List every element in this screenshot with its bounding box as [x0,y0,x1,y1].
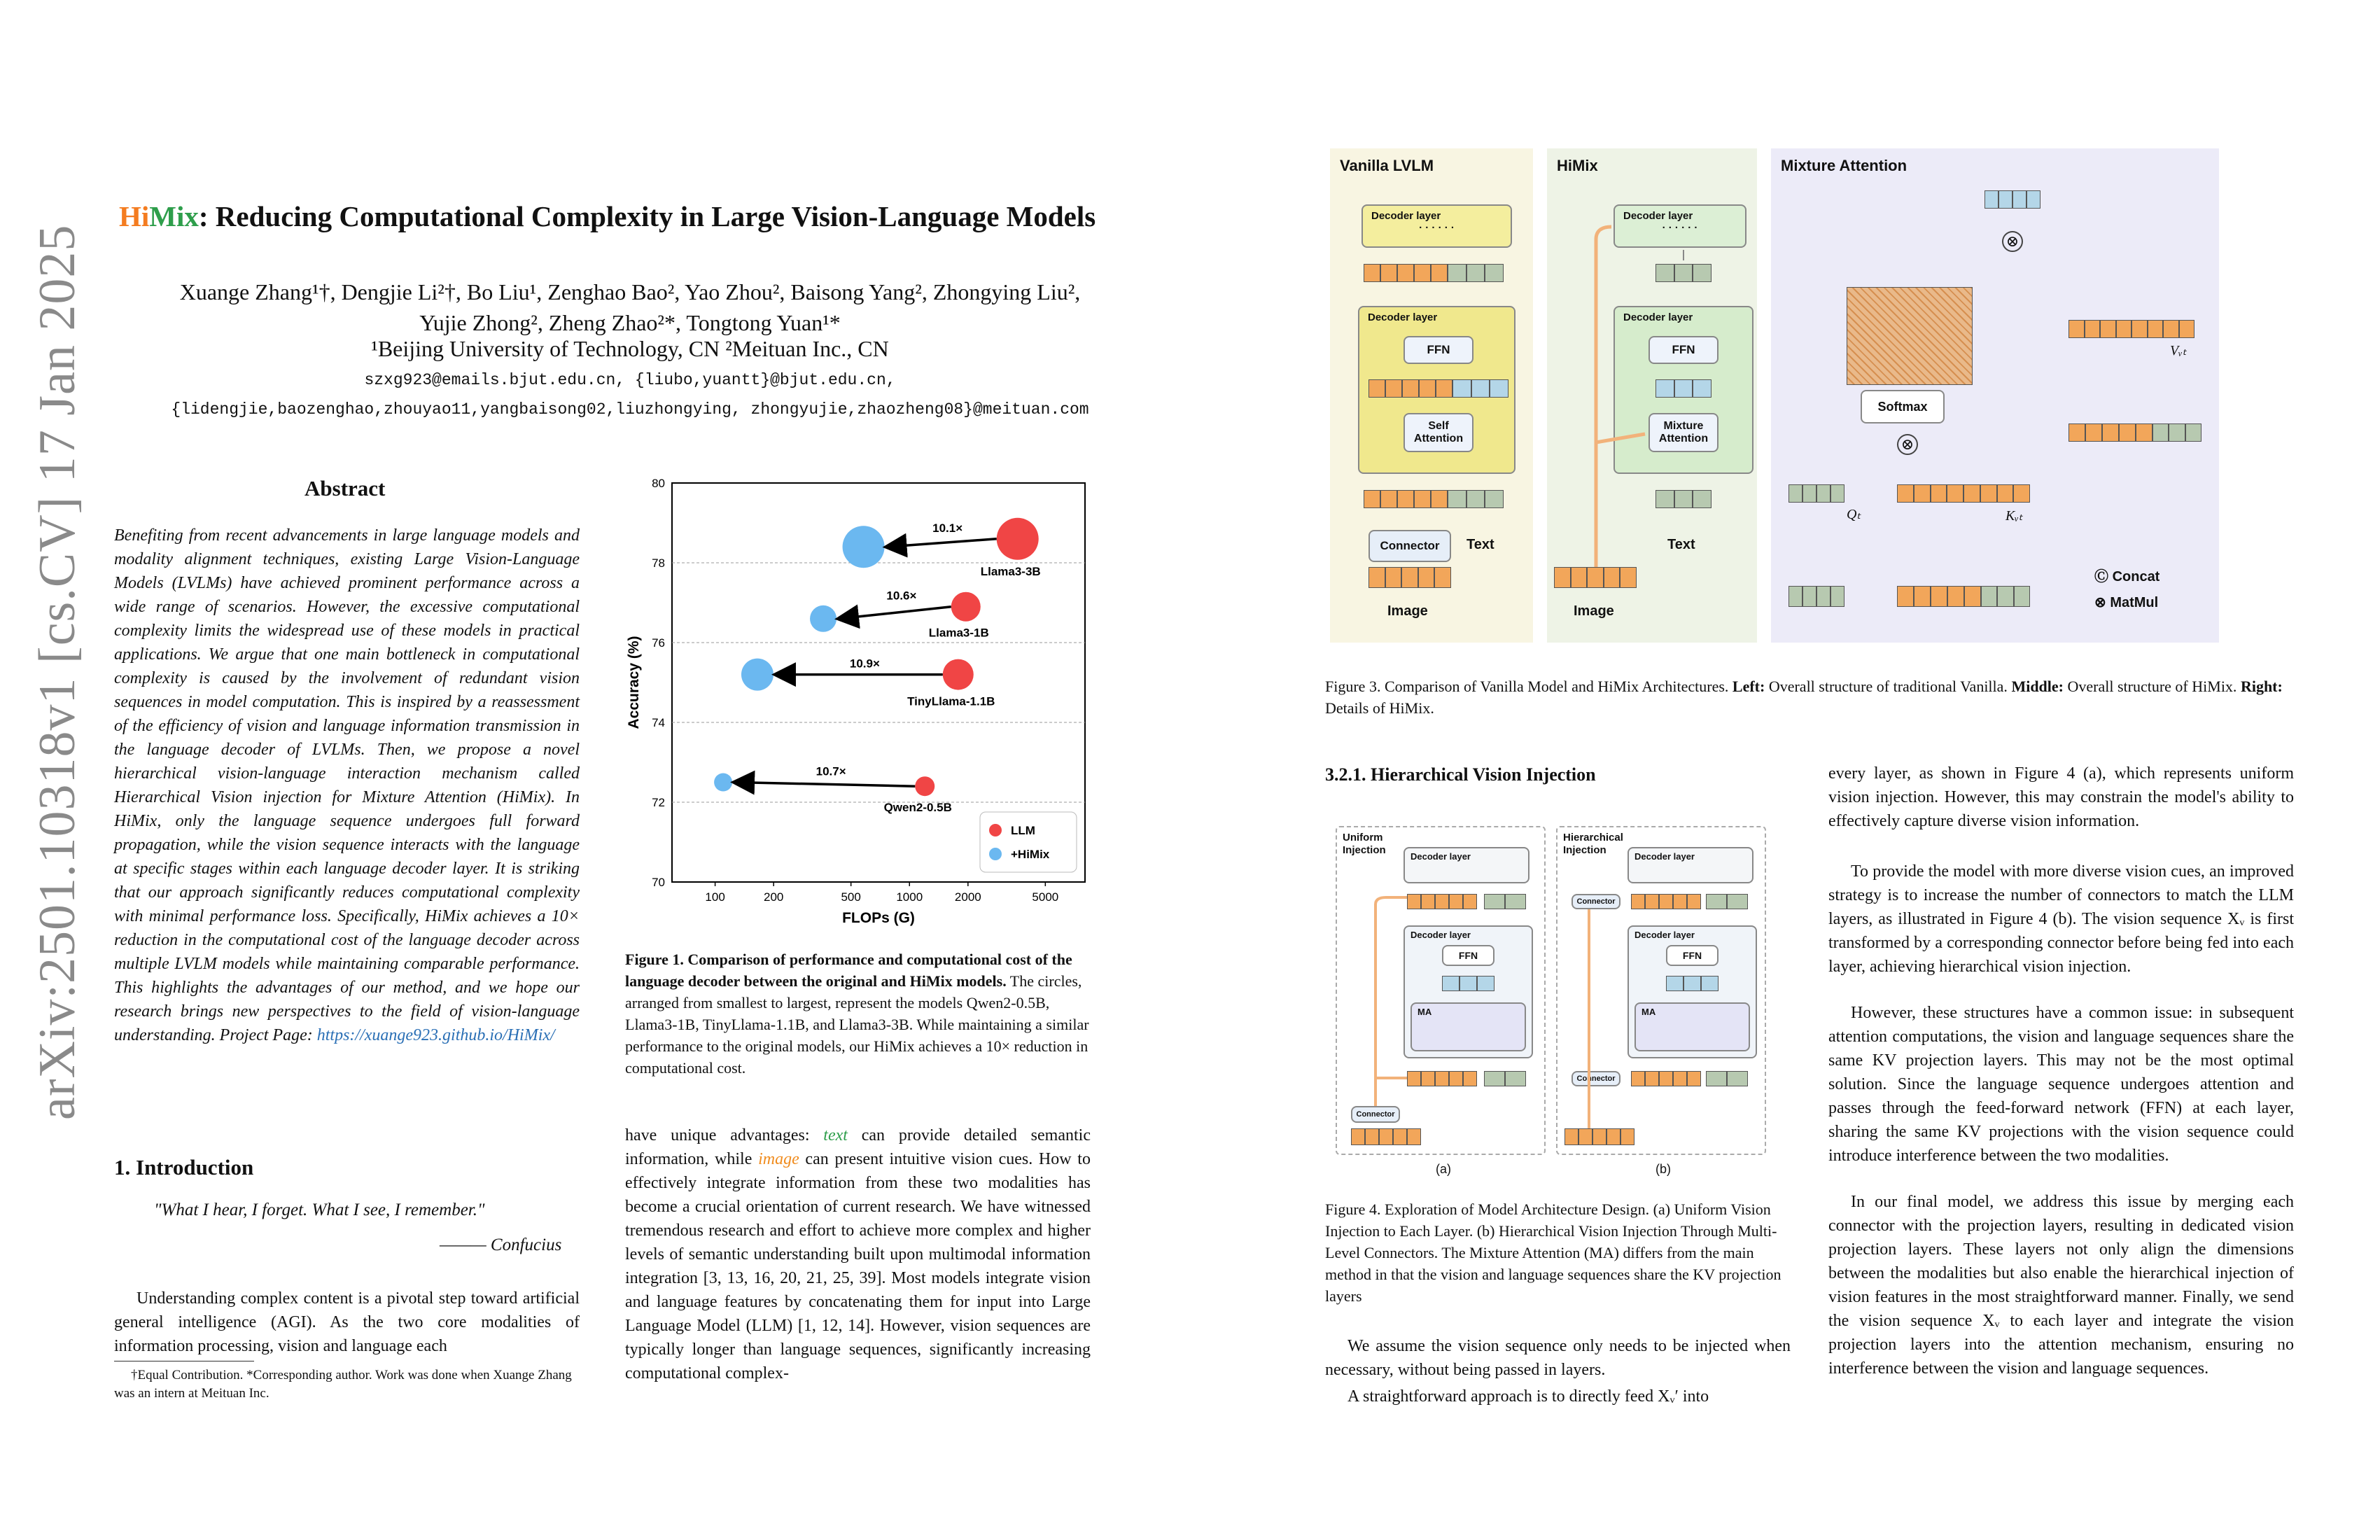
figure4-caption: Figure 4. Exploration of Model Architecture Design. (a) Uniform Vision Injection to Each Layer. (b) Hierarchical Vision Injection Through Multi-Level Connectors. The Mixture Attention (MA) differs from the main method in that the vision and language sequences share the KV projection layers [1325,1200,1782,1305]
abstract-body [114,524,580,1047]
paper-title [119,200,1099,233]
vanilla-text-label: Text [1466,537,1494,552]
himix-point [810,606,836,632]
ma-legend-concat-label: Concat [2112,569,2160,584]
figure1-caption-bold: Figure 1. Comparison of performance and computational cost of the language decoder between the original and HiMix models. [625,951,1072,990]
vanilla-strip-mid-vis [1368,379,1452,398]
y-tick-label: 70 [652,876,665,889]
fig3-cap-c: Overall structure of traditional Vanilla. [1765,678,2012,695]
himix-point [714,774,732,792]
left3-paragraph1: We assume the vision sequence only needs to be injected when necessary, without being passed in layers. [1325,1337,1791,1379]
vanilla-ffn: FFN [1404,336,1474,364]
vanilla-dots: · · · · · · [1419,222,1455,234]
llm-point [997,518,1039,560]
vanilla-decoder-layer-top [1362,204,1512,248]
figure3-caption [1325,676,2298,719]
fig4-panel-b [1556,826,1766,1155]
vanilla-image-label: Image [1387,603,1428,619]
affiliations: ¹Beijing University of Technology, CN ²Meituan Inc., CN [371,336,889,361]
fig4b-ffn: FFN [1666,945,1718,966]
fig4-uniform-label: Uniform Injection [1343,832,1386,856]
fig3-cap-f: Right: [2240,678,2283,695]
fig3-cap-g: Details of HiMix. [1325,699,1434,717]
reduction-ratio: 10.9× [849,657,880,671]
title-rest: : Reducing Computational Complexity in Large Vision-Language Models [198,200,1096,232]
himix-text-label: Text [1667,537,1695,552]
vanilla-strip-in-txt [1448,490,1504,508]
fig4b-ma: MA [1634,1002,1750,1051]
himix-title: HiMix [1557,157,1598,174]
right-paragraph4: In our final model, we address this issue by merging each connector with the projection layers, resulting in dedicated vision projection layers. These layers not only align the dimensions between the modalities but also enable the hierarchical injection of vision features in the most straightforward manner. Finally, we send the vision sequence Xᵥ to each layer and integrate the vision projection layers into the attention mechanism, ensuring no interference between the vision and language sequences. [1828,1193,2294,1378]
authors [112,276,1148,338]
legend-llm-label: LLM [1011,824,1035,837]
fig4a-decoder: Decoder layer [1404,925,1533,1058]
model-label: Qwen2-0.5B [883,801,952,815]
mid-text-b: can provide detailed semantic information, while [625,1126,1091,1168]
llm-point [915,776,934,796]
mixture-attention-panel [1771,148,2219,643]
fig4b-connector-top: Connector [1572,894,1620,909]
legend-himix-marker [989,848,1002,860]
right-paragraph3: However, these structures have a common issue: in subsequent attention computations, the vision and language sequences share the same KV projection layers. This may not be the most optimal solution. Since the language sequence undergoes attention and passes through the feed-forward network (FFN) at each layer, sharing the same KV projections with the vision sequence could introduce interference between the two modalities. [1828,1004,2294,1165]
legend-himix-label: +HiMix [1011,848,1050,861]
reduction-arrow [888,539,997,547]
intro-heading: 1. Introduction [114,1155,254,1180]
vanilla-strip-out-vis [1364,264,1448,282]
himix-image-label: Image [1574,603,1614,619]
quote: "What I hear, I forget. What I see, I remember." [154,1200,485,1219]
fig4a-decoder-top: Decoder layer [1404,847,1530,883]
fig4a-arrows [1337,827,1547,1156]
x-tick-label: 500 [841,890,861,904]
ma-input-vis [1897,586,1981,607]
left3-paragraph2: A straightforward approach is to directly feed Xᵥ′ into [1348,1387,1709,1406]
llm-point [943,659,974,690]
figure1-chart [623,469,1099,931]
title-hi: Hi [119,200,150,232]
himix-decoder-label: Decoder layer [1623,312,1693,323]
x-tick-label: 200 [763,890,784,904]
himix-ffn: FFN [1648,336,1718,364]
ma-v-input-txt [2152,424,2202,442]
vanilla-self-attention: Self Attention [1404,413,1474,452]
ma-v-input-vis [2068,424,2152,442]
fig4a-connector: Connector [1351,1106,1400,1123]
y-tick-label: 74 [652,716,665,729]
right-paragraph1: every layer, as shown in Figure 4 (a), which represents uniform vision injection. However, this may constrain the model's ability to effectively capture diverse vision information. [1828,764,2294,830]
figure1-caption-rest: The circles, arranged from smallest to largest, represent the models Qwen2-0.5B, Llama3-1B, TinyLlama-1.1B, and Llama3-3B. While maintaining a similar performance to the original models, our HiMix achieves a 10× reduction in computational cost. [625,972,1089,1077]
ma-matmul-top: ⊗ [2002,231,2023,252]
abstract-heading: Abstract [304,476,386,500]
x-tick-label: 5000 [1032,890,1059,904]
fig3-cap-b: Left: [1732,678,1765,695]
footnote-rule [114,1361,254,1362]
fig4-label-a: (a) [1436,1162,1451,1176]
y-axis-label: Accuracy (%) [626,636,642,729]
mid-word-text: text [823,1126,848,1144]
authors-line2: Yujie Zhong², Zheng Zhao²*, Tongtong Yuan¹* [419,310,841,335]
ma-q-strip [1788,484,1844,503]
email-line2: {lidengjie,baozenghao,zhouyao11,yangbaisong02,liuzhongying, zhongyujie,zhaozheng08}@meituan.com [171,400,1089,419]
abstract-text: Benefiting from recent advancements in large language models and modality alignment techniques, existing Large Vision-Language Models (LVLMs) have achieved prominent performance across a wide range of scenarios. However, the excessive computational complexity limits the widespread use of these models in practical applications. We argue that one main bottleneck in computational complexity is caused by the involvement of redundant vision sequences in model computation. This is inspired by a reassessment of the efficiency of vision and language information transmission in the language decoder of LVLMs. Then, we propose a novel hierarchical vision-language interaction mechanism called Hierarchical Vision injection for Mixture Attention (HiMix). In HiMix, only the language sequence undergoes full forward propagation, while the vision sequence interacts with the language at specific stages within each language decoder layer. It is striking that our approach significantly reduces computational complexity with minimal performance loss. Specifically, HiMix achieves a 10× reduction in the computational cost of the language decoder across multiple LVLM models while maintaining comparable performance. This highlights the advantages of our method, and we hope our research brings new perspectives to the field of vision-language understanding. Project Page: [114,526,580,1044]
y-tick-label: 80 [652,477,665,490]
vanilla-title: Vanilla LVLM [1340,157,1434,174]
fig3-cap-a: Figure 3. Comparison of Vanilla Model and HiMix Architectures. [1325,678,1732,695]
vanilla-strip-mid-txt [1452,379,1508,398]
fig4a-ffn: FFN [1442,945,1494,966]
x-tick-label: 2000 [954,890,981,904]
project-page-link[interactable]: https://xuange923.github.io/HiMix/ [316,1026,555,1044]
ma-legend-concat: Ⓒ Concat [2094,569,2160,584]
fig4-label-b: (b) [1656,1162,1671,1176]
fig4b-connector-bottom: Connector [1572,1071,1620,1086]
reduction-ratio: 10.6× [886,589,917,603]
reduction-arrow [735,783,915,787]
model-label: Llama3-3B [980,564,1041,578]
reduction-arrow [839,607,951,619]
quote-author: ——— Confucius [440,1236,562,1254]
fig4b-decoder: Decoder layer [1628,925,1757,1058]
himix-arrows [1547,148,1757,643]
intro-paragraph: Understanding complex content is a pivotal step toward artificial general intelligence (AGI). As the two core modalities of information processing, vision and language each [114,1289,580,1355]
ma-title: Mixture Attention [1781,157,1907,174]
himix-panel [1547,148,1757,643]
figure3 [1330,148,2289,643]
himix-point [843,526,885,568]
fig3-cap-e: Overall structure of HiMix. [2064,678,2241,695]
x-tick-label: 1000 [896,890,923,904]
right-paragraph2: To provide the model with more diverse vision cues, an improved strategy is to increase the number of connectors to match the LLM layers, as illustrated in Figure 4 (b). The vision sequence Xᵥ is first transformed by a corresponding connector before being fed into each layer, achieving hierarchical vision injection. [1828,862,2294,976]
vanilla-connector: Connector [1368,530,1451,562]
vanilla-decoder-label: Decoder layer [1368,312,1438,323]
x-axis-label: FLOPs (G) [842,910,915,926]
email-line1: szxg923@emails.bjut.edu.cn, {liubo,yuantt}@bjut.edu.cn, [364,371,896,389]
vanilla-panel [1330,148,1533,643]
footnote: †Equal Contribution. *Corresponding author. Work was done when Xuange Zhang was an intern at Meituan Inc. [114,1368,572,1401]
mid-text-a: have unique advantages: [625,1126,824,1144]
ma-legend-matmul-label: MatMul [2110,595,2159,610]
himix-point [741,659,774,691]
legend-box [980,812,1077,872]
figure4 [1325,819,1780,1176]
ma-legend-matmul: ⊗ MatMul [2094,595,2159,610]
himix-mixture-attention: Mixture Attention [1648,413,1718,452]
fig4b-decoder-top: Decoder layer [1628,847,1754,883]
y-tick-label: 78 [652,556,665,570]
fig4-panel-a [1336,826,1546,1155]
fig4b-arrows [1558,827,1768,1156]
ma-v-label: Vᵥₜ [2170,343,2187,358]
legend-llm-marker [989,824,1002,836]
ma-v-strip [2068,320,2194,338]
ma-k-strip [1897,484,2030,503]
ma-q-label: Qₜ [1847,507,1861,522]
himix-decoder-top-label: Decoder layer [1623,210,1693,222]
reduction-ratio: 10.1× [932,521,963,535]
x-tick-label: 100 [705,890,725,904]
fig4-hier-label: Hierarchical Injection [1563,832,1623,856]
mid-word-image: image [758,1150,799,1168]
vanilla-strip-out-txt [1448,264,1504,282]
y-tick-label: 76 [652,636,665,650]
ma-softmax: Softmax [1861,390,1945,424]
model-label: TinyLlama-1.1B [907,694,995,708]
llm-point [951,592,981,622]
section-321-heading: 3.2.1. Hierarchical Vision Injection [1325,764,1596,785]
mid-paragraph [625,1124,1091,1385]
himix-dots: · · · · · · [1662,222,1698,234]
mid-text-c: can present intuitive vision cues. How to effectively integrate information from these two modalities has become a crucial orientation of current research. We have witnessed tremendous research and effort to achieve more complex and higher levels of semantic understanding built upon multimodal information integration [3, 13, 16, 20, 21, 25, 39]. Most models integrate vision and language features by concatenating them for input into Large Language Model (LLM) [1, 12, 14]. However, vision sequences are typically longer than language sequences, significantly increasing computational complex- [625,1150,1091,1382]
vanilla-decoder-top-label: Decoder layer [1371,210,1441,222]
ma-input-txt [1981,586,2030,607]
reduction-ratio: 10.7× [816,764,846,778]
authors-line1: Xuange Zhang¹†, Dengjie Li²†, Bo Liu¹, Zenghao Bao², Yao Zhou², Baisong Yang², Zhongying Liu², [179,279,1081,304]
ma-input-q [1788,586,1844,607]
model-label: Llama3-1B [928,626,989,640]
ma-matmul-mid: ⊗ [1897,434,1918,455]
fig4a-ma: MA [1410,1002,1526,1051]
ma-attention-matrix [1847,287,1973,385]
title-mix: Mix [149,200,199,232]
fig3-cap-d: Middle: [2011,678,2064,695]
vanilla-image-strip [1368,567,1451,588]
figure1-caption [625,948,1091,1079]
ma-k-label: Kᵥₜ [2005,508,2023,524]
y-tick-label: 72 [652,796,665,809]
arxiv-stamp: arXiv:2501.10318v1 [cs.CV] 17 Jan 2025 [29,224,86,1120]
vanilla-strip-in-vis [1364,490,1448,508]
ma-output-strip [1984,190,2040,209]
